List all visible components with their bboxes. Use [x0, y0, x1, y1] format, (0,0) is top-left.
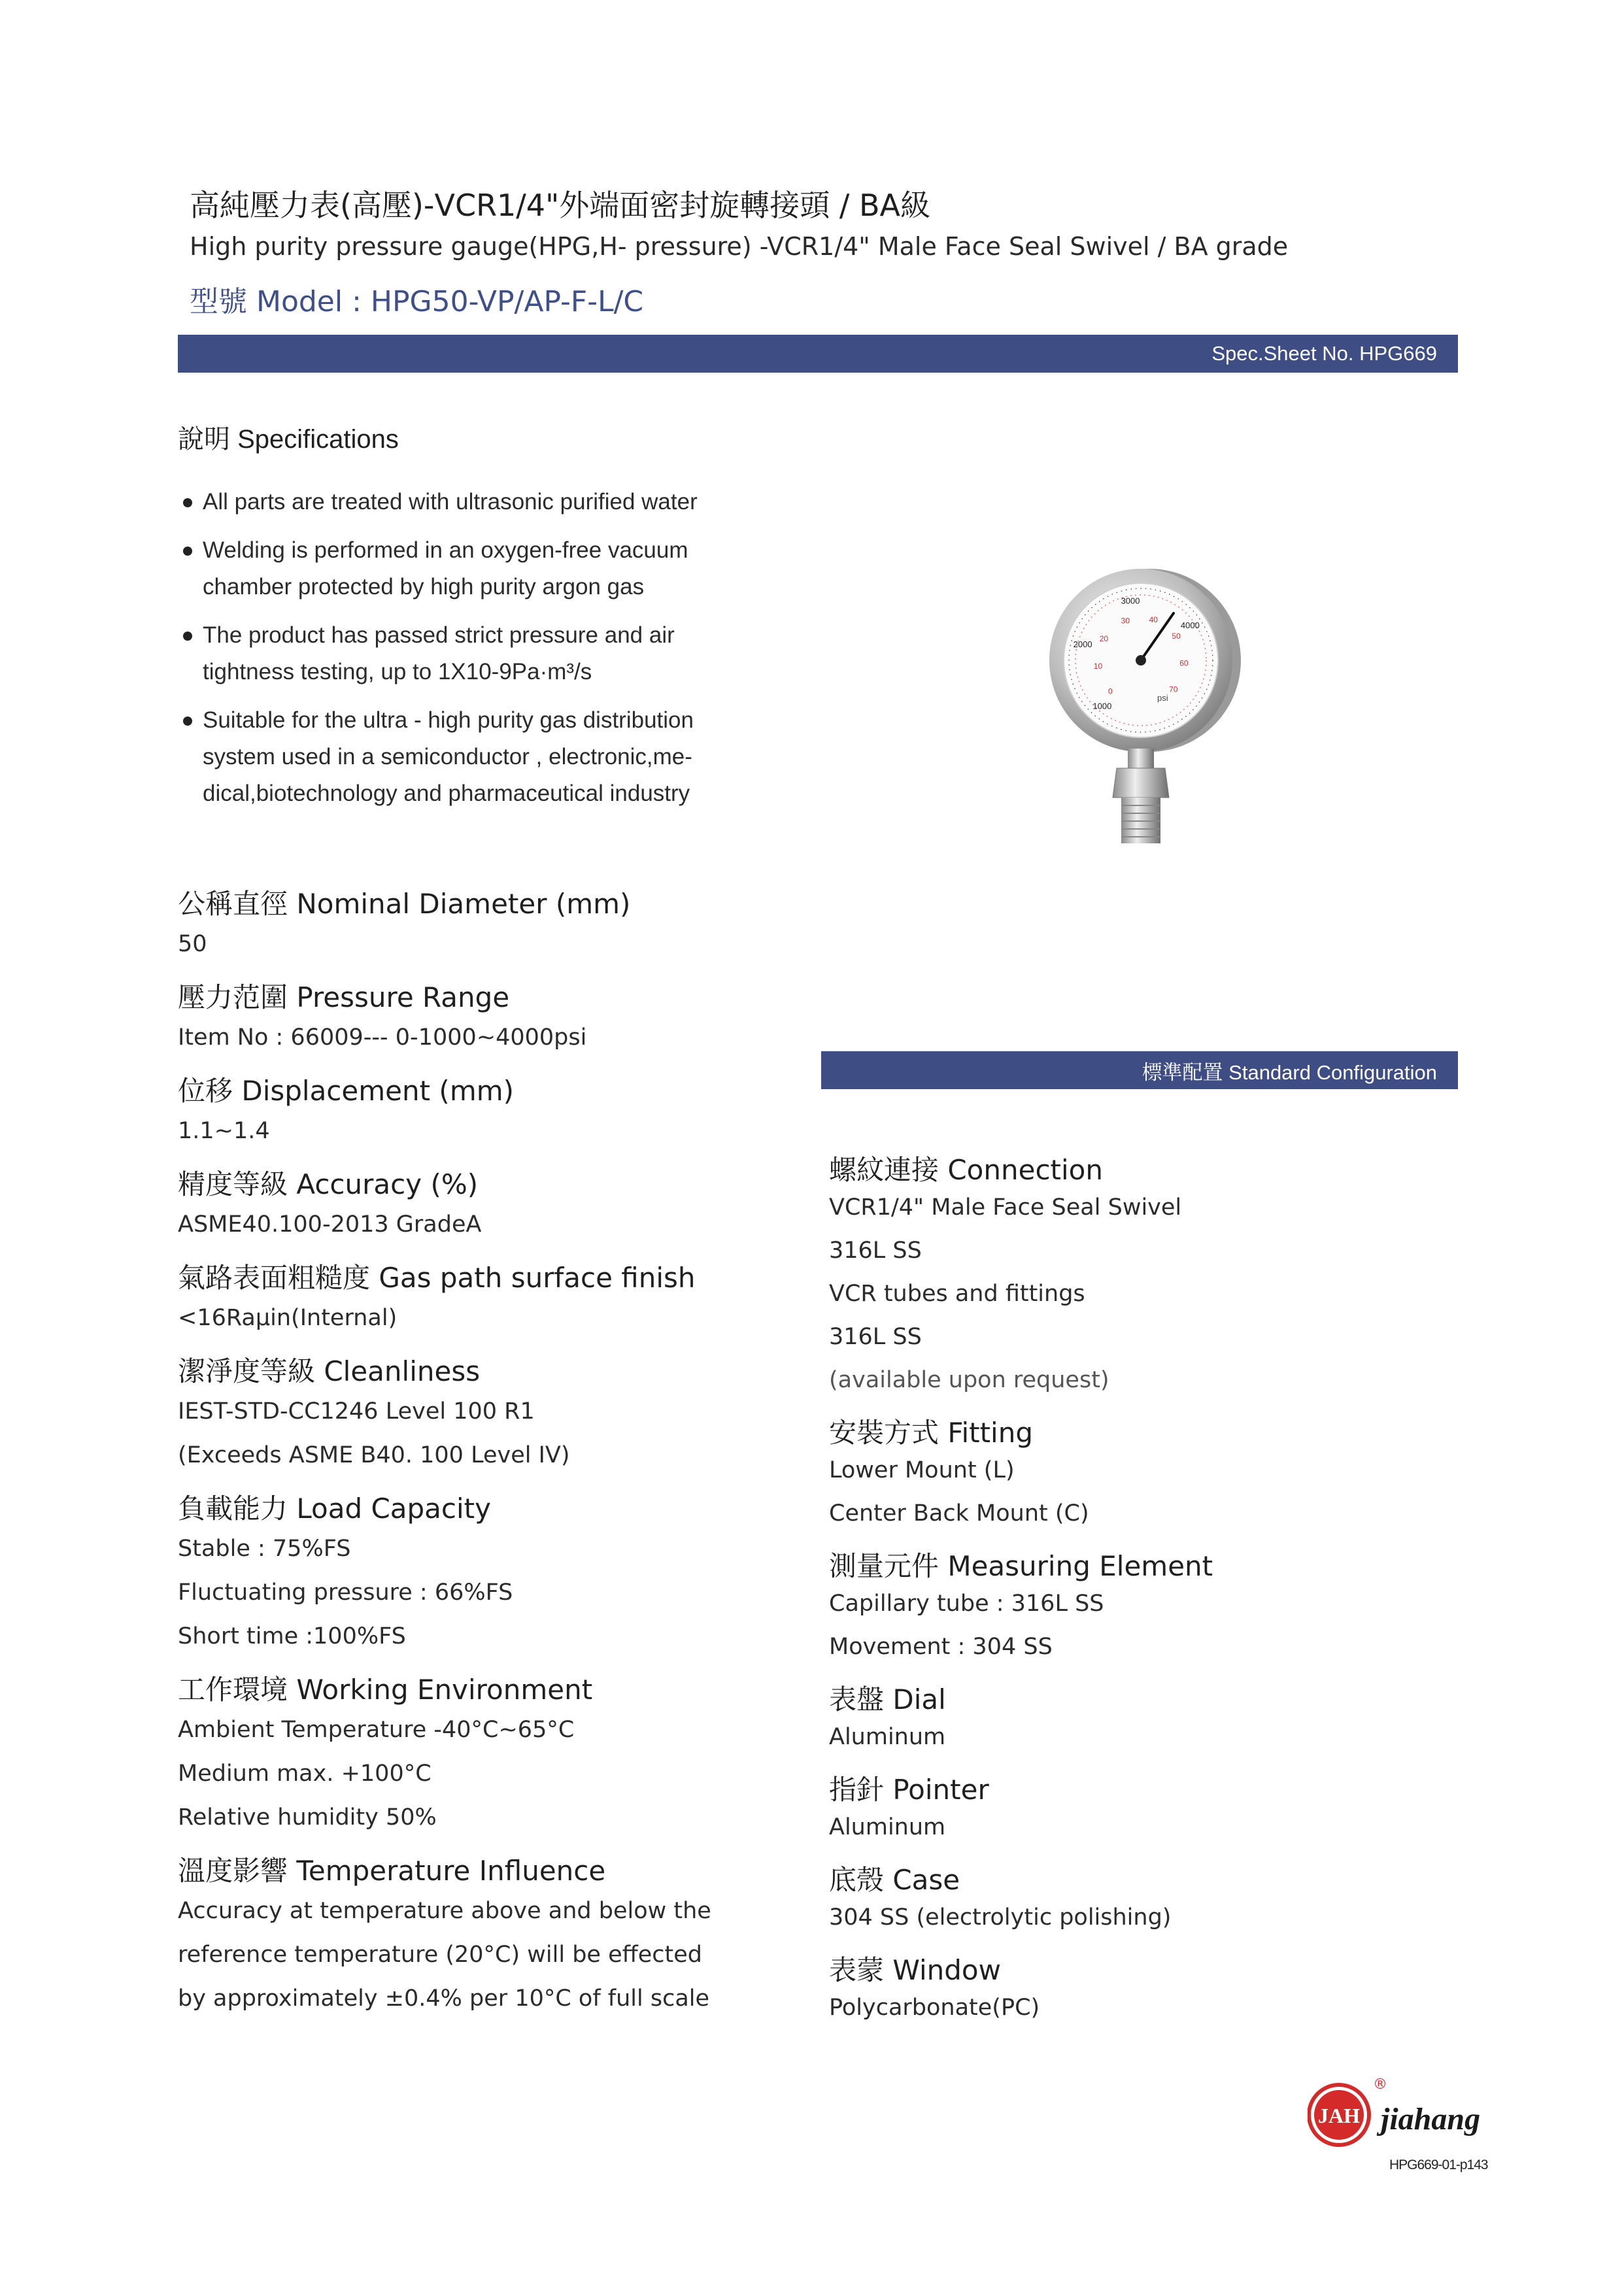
standard-configuration-label: 標準配置 Standard Configuration	[1142, 1060, 1437, 1084]
section-title: 表蒙 Window	[829, 1954, 1001, 1986]
gauge-inner-label: 0	[1108, 686, 1113, 696]
section-value: Polycarbonate(PC)	[829, 1995, 1040, 2021]
specification-bullet	[178, 702, 766, 812]
section-value: Stable : 75%FS	[178, 1536, 351, 1562]
section-value: Medium max. +100°C	[178, 1761, 431, 1787]
gauge-pointer-hub	[1136, 655, 1146, 666]
section-value: ASME40.100-2013 GradeA	[178, 1211, 482, 1238]
page-code: HPG669-01-p143	[1389, 2157, 1488, 2172]
section-value: Relative humidity 50%	[178, 1804, 437, 1831]
section-value: Accuracy at temperature above and below the	[178, 1898, 711, 1924]
section-value: 1.1~1.4	[178, 1118, 270, 1144]
section-title: 公稱直徑 Nominal Diameter (mm)	[178, 888, 631, 920]
gauge-outer-label: 3000	[1121, 596, 1140, 606]
specifications-heading: 說明 Specifications	[178, 425, 399, 454]
bullet-line: The product has passed strict pressure and air	[203, 622, 675, 648]
gauge-inner-label: 60	[1179, 658, 1189, 668]
section-value: <16Raμin(Internal)	[178, 1305, 398, 1331]
bullet-line: Suitable for the ultra - high purity gas distribution	[203, 707, 694, 733]
gauge-outer-label: 1000	[1092, 701, 1112, 711]
pressure-gauge-image	[1033, 562, 1255, 850]
gauge-inner-label: 30	[1121, 616, 1130, 626]
gauge-outer-label: 4000	[1180, 620, 1200, 631]
gauge-unit: psi	[1157, 693, 1168, 703]
section-value: (Exceeds ASME B40. 100 Level IV)	[178, 1442, 570, 1468]
gauge-hex-nut	[1113, 768, 1169, 798]
bullet-line: system used in a semiconductor , electronic,me-	[203, 744, 692, 769]
section-value: Capillary tube : 316L SS	[829, 1591, 1104, 1617]
section-value: Center Back Mount (C)	[829, 1500, 1089, 1527]
gauge-stem	[1128, 749, 1154, 768]
section-value: 50	[178, 931, 207, 957]
section-title: 測量元件 Measuring Element	[829, 1550, 1213, 1582]
gauge-outer-label: 2000	[1073, 639, 1092, 650]
section-title: 底殼 Case	[829, 1864, 960, 1896]
section-value: 316L SS	[829, 1324, 922, 1350]
section-title: 表盤 Dial	[829, 1683, 946, 1715]
section-value: Ambient Temperature -40°C~65°C	[178, 1717, 575, 1743]
section-value: by approximately ±0.4% per 10°C of full scale	[178, 1985, 710, 2012]
section-title: 溫度影響 Temperature Influence	[178, 1855, 606, 1887]
page-title-en: High purity pressure gauge(HPG,H- pressure) -VCR1/4" Male Face Seal Swivel / BA grade	[190, 232, 1289, 261]
specification-bullet	[178, 617, 766, 690]
section-value: Aluminum	[829, 1814, 946, 1840]
section-value: reference temperature (20°C) will be effected	[178, 1942, 702, 1968]
brand-name: jiahang	[1381, 2102, 1481, 2136]
section-value: VCR1/4" Male Face Seal Swivel	[829, 1194, 1182, 1221]
bullet-line: Welding is performed in an oxygen-free vacuum	[203, 537, 688, 563]
section-value: IEST-STD-CC1246 Level 100 R1	[178, 1398, 535, 1425]
gauge-inner-label: 40	[1149, 615, 1158, 624]
bullet-line: dical,biotechnology and pharmaceutical industry	[203, 781, 690, 806]
section-title: 氣路表面粗糙度 Gas path surface finish	[178, 1262, 696, 1294]
section-value: (available upon request)	[829, 1367, 1109, 1393]
jiahang-logo	[1308, 2076, 1504, 2167]
bullet-line: tightness testing, up to 1X10-9Pa·m³/s	[203, 659, 592, 684]
bullet-line: chamber protected by high purity argon gas	[203, 574, 645, 599]
specifications-list	[178, 484, 766, 824]
gauge-inner-label: 10	[1093, 662, 1103, 671]
gauge-inner-label: 50	[1172, 632, 1181, 641]
section-value: Aluminum	[829, 1724, 946, 1750]
section-value: Movement : 304 SS	[829, 1634, 1053, 1660]
section-title: 潔淨度等級 Cleanliness	[178, 1355, 481, 1387]
model-number: 型號 Model : HPG50-VP/AP-F-L/C	[190, 285, 644, 318]
specification-bullet	[178, 532, 766, 605]
section-value: 316L SS	[829, 1238, 922, 1264]
section-value: Short time :100%FS	[178, 1623, 406, 1649]
section-value: Item No : 66009--- 0-1000~4000psi	[178, 1024, 587, 1051]
section-value: Lower Mount (L)	[829, 1457, 1015, 1483]
spec-sheet-bar	[178, 335, 1458, 373]
section-value: Fluctuating pressure : 66%FS	[178, 1579, 513, 1606]
section-title: 精度等級 Accuracy (%)	[178, 1168, 479, 1200]
logo-mark-text: JAH	[1318, 2104, 1360, 2127]
section-title: 螺紋連接 Connection	[829, 1154, 1103, 1186]
specification-bullet	[178, 484, 766, 520]
standard-configuration-bar	[821, 1051, 1458, 1089]
section-title: 工作環境 Working Environment	[178, 1674, 593, 1706]
section-value: 304 SS (electrolytic polishing)	[829, 1904, 1172, 1931]
registered-mark: ®	[1373, 2076, 1387, 2093]
bullet-line: All parts are treated with ultrasonic purified water	[203, 489, 698, 515]
section-title: 壓力范圍 Pressure Range	[178, 981, 510, 1013]
spec-sheet-number: Spec.Sheet No. HPG669	[1211, 342, 1437, 365]
gauge-inner-label: 20	[1099, 634, 1109, 644]
section-title: 安裝方式 Fitting	[829, 1417, 1034, 1449]
page-title-zh: 高純壓力表(高壓)-VCR1/4"外端面密封旋轉接頭 / BA級	[190, 188, 930, 223]
section-title: 指針 Pointer	[829, 1774, 989, 1806]
section-title: 負載能力 Load Capacity	[178, 1493, 492, 1525]
section-value: VCR tubes and fittings	[829, 1281, 1085, 1307]
section-title: 位移 Displacement (mm)	[178, 1075, 515, 1107]
gauge-inner-label: 70	[1169, 684, 1178, 694]
